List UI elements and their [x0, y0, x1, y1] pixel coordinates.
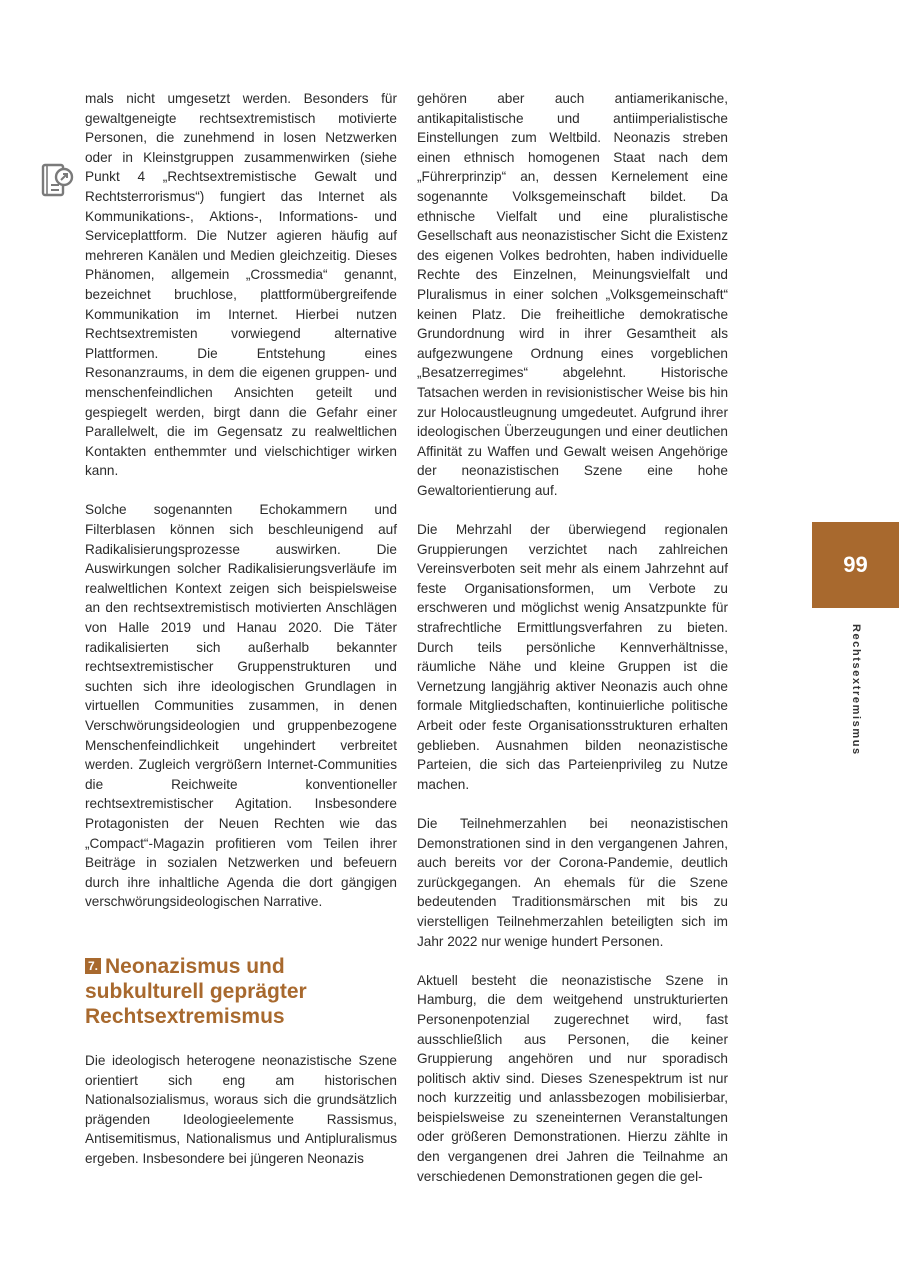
body-paragraph: Die Teilnehmerzahlen bei neonazistischen Demonstrationen sind in den vergangenen Jahren, auch bereits vor der Corona-Pandemie, deutlich zurückgegangen. An ehemals für die Szene bedeutenden Traditionsmärschen mit bis zu vierstelligen Teilnehmerzahlen beteiligten sich im Jahr 2022 nur wenige hundert Personen.: [417, 815, 728, 949]
left-column: [85, 89, 397, 1169]
book-reference-icon: [40, 163, 74, 199]
body-paragraph: Die Mehrzahl der überwiegend regionalen Gruppierungen verzichtet nach zahlreichen Vereinsverboten seit mehr als einem Jahrzehnt auf feste Organisationsformen, um Verbote zu erschweren und möglichst wenig Ansatzpunkte für strafrechtliche Ermittlungsverfahren zu bieten. Durch teils persönliche Kennverhältnisse, räumliche Nähe und kleine Gruppen ist die Vernetzung langjährig aktiver Neonazis auch ohne formale Mitgliedschaften, kontinuierliche politische Arbeit oder feste Organisationsstrukturen erhalten geblieben. Ausnahmen bilden neonazistische Parteien, die sich das Parteienprivileg zu Nutze machen.: [417, 522, 728, 792]
page-number: 99: [843, 552, 868, 577]
section-heading: [85, 954, 397, 1029]
body-paragraph: gehören aber auch antiamerikanische, antikapitalistische und antiimperialistische Einstellungen zum Weltbild. Neonazis streben einen ethnisch homogenen Staat nach dem „Führerprinzip“ an, dessen Kernelement eine sogenannte Volksgemeinschaft bildet. Da ethnische Vielfalt und eine pluralistische Gesellschaft aus neonazistischer Sicht die Existenz des eigenen Volkes bedrohten, haben individuelle Rechte des Einzelnen, Meinungsvielfalt und Pluralismus in einer solchen „Volksgemeinschaft“ keinen Platz. Die freiheitliche demokratische Grundordnung wird in ihrer Gesamtheit als aufgezwungene Ordnung eines vorgeblichen „Besatzerregimes“ abgelehnt. Historische Tatsachen werden in revisionistischer Weise bis hin zur Holocaustleugnung umgedeutet. Aufgrund ihrer ideologischen Überzeugungen und einer deutlichen Affinität zu Waffen und Gewalt weisen Angehörige der neonazistischen Szene eine hohe Gewaltorientierung auf.: [417, 91, 728, 498]
page-number-tab: [812, 522, 899, 608]
section-number: 7.: [85, 958, 101, 974]
body-paragraph: Solche sogenannten Echokammern und Filterblasen können sich beschleunigend auf Radikalisierungsprozesse auswirken. Die Auswirkungen solcher Radikalisierungsverläufe im realweltlichen Kontext zeigen sich beispielsweise an den rechtsextremistisch motivierten Anschlägen von Halle 2019 und Hanau 2020. Die Täter radikalisierten sich außerhalb bekannter rechtsextremistischer Gruppenstrukturen und suchten sich ihre ideologischen Grundlagen in virtuellen Communities zusammen, in denen Verschwörungsideologien und gruppenbezogene Menschenfeindlichkeit ungehindert verbreitet werden. Zugleich vergrößern Internet-Communities die Reichweite konventioneller rechtsextremistischer Agitation. Insbesondere Protagonisten der Neuen Rechten wie das „Compact“-Magazin profitieren vom Teilen ihrer Beiträge in sozialen Netzwerken und befeuern durch ihre inhaltliche Agenda die dort gängigen verschwörungsideologischen Narrative.: [85, 502, 397, 910]
chapter-side-label: Rechtsextremismus: [850, 624, 862, 756]
body-paragraph: Aktuell besteht die neonazistische Szene in Hamburg, die dem weitgehend unstrukturierten Personenpotenzial zugerechnet wird, fast ausschließlich aus Personen, die keiner Gruppierung angehören und nur sporadisch politisch aktiv sind. Dieses Szenespektrum ist nur noch kurzzeitig und anlassbezogen mobilisierbar, beispielsweise zu szeneinternen Veranstaltungen oder größeren Demonstrationen. Hierzu zählte in den vergangenen drei Jahren die Teilnahme an verschiedenen Demonstrationen gegen die gel-: [417, 972, 728, 1184]
body-paragraph: Die ideologisch heterogene neonazistische Szene orientiert sich eng am historischen Nationalsozialismus, woraus sich die grundsätzlich prägenden Ideologieelemente Rassismus, Antisemitismus, Nationalismus und Antipluralismus ergeben. Insbesondere bei jüngeren Neonazis: [85, 1052, 397, 1166]
section-title: Neonazismus und subkulturell geprägter Rechtsextremismus: [85, 954, 307, 1028]
body-paragraph: mals nicht umgesetzt werden. Besonders für gewaltgeneigte rechtsextremistisch motivierte Personen, die zunehmend in losen Netzwerken oder in Kleinstgruppen zusammenwirken (siehe Punkt 4 „Rechtsextremistische Gewalt und Rechtsterrorismus“) fungiert das Internet als Kommunikations-, Aktions-, Informations- und Serviceplattform. Die Nutzer agieren häufig auf mehreren Kanälen und Medien gleichzeitig. Dieses Phänomen, allgemein „Crossmedia“ genannt, bezeichnet bruchlose, plattformübergreifende Kommunikation im Internet. Hierbei nutzen Rechtsextremisten vorwiegend alternative Plattformen. Die Entstehung eines Resonanzraums, in dem die eigenen gruppen- und menschenfeindlichen Ansichten geteilt und gespiegelt werden, birgt dann die Gefahr einer Parallelwelt, die im Gegensatz zu realweltlichen Kontakten enthemmter und vielschichtiger wirken kann.: [85, 91, 397, 479]
right-column: [417, 89, 728, 1186]
